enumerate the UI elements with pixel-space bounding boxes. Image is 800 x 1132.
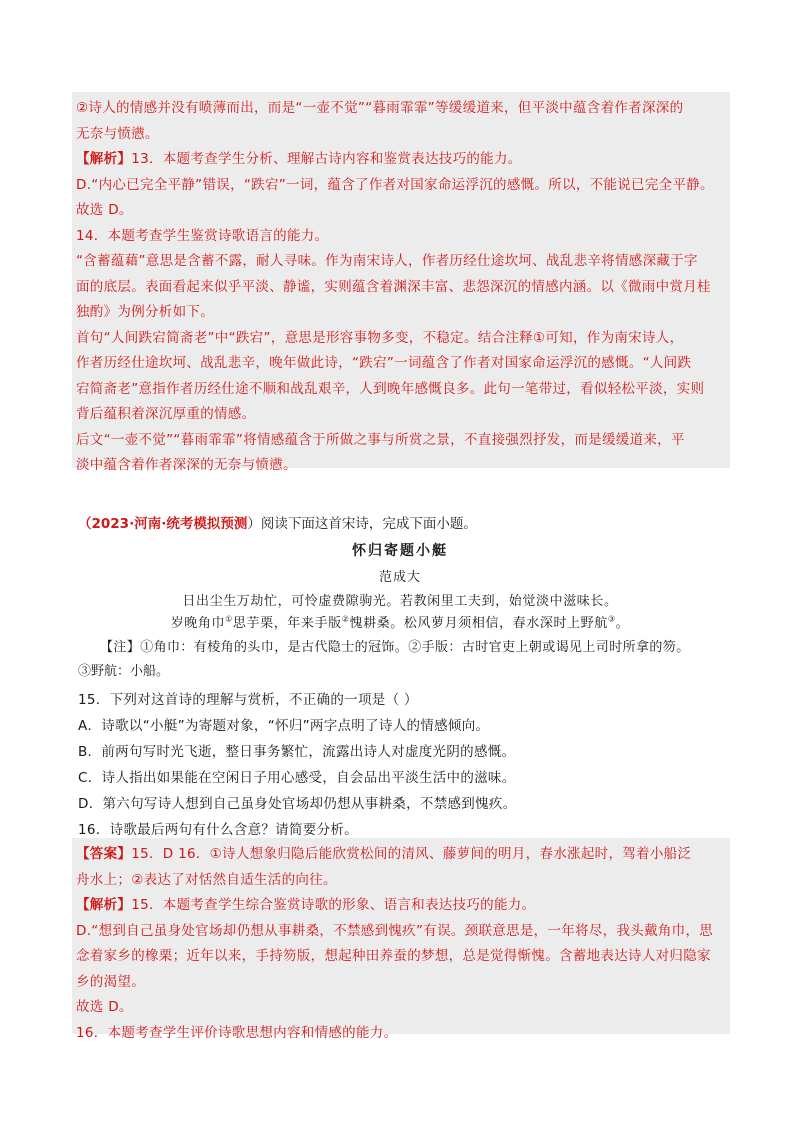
analysis-line: ②诗人的情感并没有喷薄而出，而是“一壶不觉”“暮雨霏霏”等缓缓道来，但平淡中蕴含着作者深深的 [76,100,684,116]
source-tag: （2023·河南·统考模拟预测 [78,516,248,532]
analysis-tag: 【解析】 [76,151,132,167]
poem-note-continued: ③野航：小船。 [78,664,170,679]
analysis-line: 首句“人间跌宕简斋老”中“跌宕”，意思是形容事物多变，不稳定。结合注释①可知，作为南宋诗人， [76,329,684,346]
analysis-text: 15．本题考查学生综合鉴赏诗歌的形象、语言和表达技巧的能力。 [131,897,536,913]
analysis-line: 故选 D。 [76,999,133,1015]
footnote-marker-2: ② [341,614,350,624]
analysis-line [76,147,726,173]
analysis-line: “含蓄蕴藉”意思是含蓄不露，耐人寻味。作为南宋诗人，作者历经仕途坎坷、战乱悲辛将情感深藏于字 [76,253,698,269]
poem-line-1: 日出尘生万劫忙，可怜虚费隙驹光。若教闲里工夫到，始觉淡中滋味长。 [182,594,618,609]
analysis-line: 14．本题考查学生鉴赏诗歌语言的能力。 [76,227,329,244]
analysis-line: 念着家乡的橡栗；近年以来，手持笏版，想起种田养蚕的梦想，总是觉得惭愧。含蓄地表达诗人对归隐家 [76,948,711,964]
option-b: B．前两句写时光飞逝，整日事务繁忙，流露出诗人对虚度光阴的感慨。 [78,744,516,760]
question-16: 16．诗歌最后两句有什么含意？请简要分析。 [78,822,358,838]
footnote-marker-3: ③ [607,614,616,624]
option-a: A．诗歌以“小艇”为寄题对象，“怀归”两字点明了诗人的情感倾向。 [78,718,490,734]
analysis-line: 作者历经仕途坎坷、战乱悲辛，晚年做此诗，“跌宕”一词蕴含了作者对国家命运浮沉的感慨。“人间跌 [76,355,692,371]
answer-tag: 【答案】 [76,846,132,862]
analysis-box-1 [72,92,730,473]
analysis-line: 宕简斋老”意指作者历经仕途不顺和战乱艰辛，人到晚年感慨良多。此句一笔带过，看似轻松平淡，实则 [76,380,705,397]
analysis-line [76,893,726,919]
analysis-line: 面的底层。表面看起来似乎平淡、静谧，实则蕴含着渊深丰富、悲怨深沉的情感内涵。以《微雨中赏月桂 [76,278,711,295]
poem-author: 范成大 [378,570,421,585]
analysis-line: 故选 D。 [76,202,133,218]
analysis-line: 淡中蕴含着作者深深的无奈与愤懑。 [76,457,297,473]
analysis-line: 乡的渴望。 [76,973,145,990]
analysis-line: 独酌》为例分析如下。 [76,304,214,320]
analysis-line: D.“内心已完全平静”错误，“跌宕”一词，蕴含了作者对国家命运浮沉的感慨。所以，不能说已完全平静。 [76,176,714,193]
analysis-line: 背后蕴积着深沉厚重的情感。 [76,406,256,422]
footnote-marker-1: ① [225,614,233,624]
question-source [78,512,477,532]
answer-line: 舟水上；②表达了对恬然自适生活的向往。 [76,871,337,888]
answer-box-2 [72,838,730,1041]
source-instruction: ）阅读下面这首宋诗，完成下面小题。 [247,516,477,532]
analysis-line: 无奈与愤懑。 [76,125,159,142]
poem-line-2: 岁晚角巾①思芋栗，年来手版②愧耕桑。松风萝月须相信，春水深时上野航③。 [170,614,630,631]
analysis-tag: 【解析】 [76,897,132,913]
analysis-line: 后文“一壶不觉”“暮雨霏霏”将情感蕴含于所做之事与所赏之景，不直接强烈抒发，而是缓缓道来，平 [76,431,685,448]
option-d: D．第六句写诗人想到自己虽身处官场却仍想从事耕桑，不禁感到愧疚。 [78,796,517,812]
poem-title: 怀归寄题小艇 [352,543,448,559]
poem-note: 【注】①角巾：有棱角的头巾，是古代隐士的冠饰。②手版：古时官吏上朝或谒见上司时所拿的笏。 [100,640,690,655]
answer-line [76,842,726,868]
analysis-line: D.“想到自己虽身处官场却仍想从事耕桑，不禁感到愧疚”有误。颈联意思是，一年将尽，我头戴角巾，思 [76,922,714,939]
question-15: 15．下列对这首诗的理解与赏析，不正确的一项是（ ） [78,692,418,708]
option-c: C．诗人指出如果能在空闲日子用心感受，自会品出平淡生活中的滋味。 [78,770,516,786]
answer-text: 15．D 16．①诗人想象归隐后能欣赏松间的清风、藤萝间的明月，春水涨起时，驾着小船泛 [131,846,692,862]
analysis-line: 16．本题考查学生评价诗歌思想内容和情感的能力。 [76,1024,398,1041]
analysis-text: 13．本题考查学生分析、理解古诗内容和鉴赏表达技巧的能力。 [131,151,522,167]
